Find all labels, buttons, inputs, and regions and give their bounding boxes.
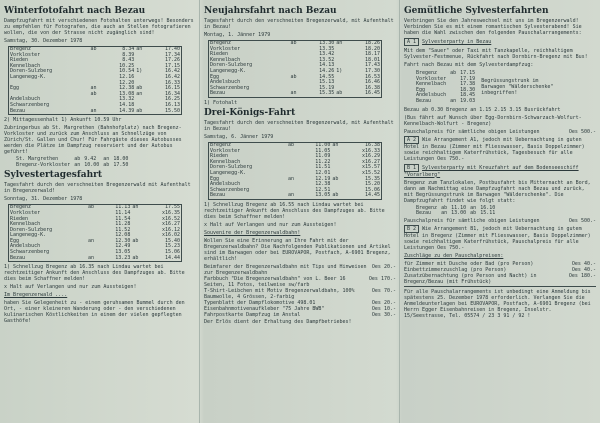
timetable-cell: Vorkloster [210, 45, 241, 52]
timetable-cell: ab [132, 237, 139, 244]
timetable-cell: 18.01 [364, 56, 380, 63]
timetable-cell: 17.43 [364, 62, 380, 69]
b2-text: Wie Arrangement B1, jedoch mit Uebernachtung in gutem Hotel in Bregenz (Zimmer mit Fliesswasser, Basis Doppelzimmer) sowie reichhaltigem Katerfrühstück, Pauschalpreis für alle Leistungen [404, 225, 591, 251]
timetable-cell: ab [88, 204, 95, 211]
timetable-cell: 12.19 [315, 175, 331, 182]
winter-intro: Dampfzugfahrt mit verschiedenen Fotohalten unterwegs! Besonders zu empfehlen für Fotografen, die auch an Stellen fotografieren wollen, die von der Strasse nicht zugänglich sind! [4, 18, 194, 36]
timetable-cell: 16.13 [164, 101, 180, 108]
timetable-cell: 12.01 [315, 169, 331, 176]
timetable-cell: x15.57 [361, 164, 380, 171]
timetable-cell: Langenegg-K. [10, 73, 47, 80]
timetable-cell: Kennelbach [210, 56, 241, 63]
timetable-cell: 16.38 [364, 84, 380, 91]
timetable-cell: an [132, 204, 139, 211]
timetable-cell: Vorkloster [416, 75, 447, 82]
timetable-cell: 11.22 [315, 158, 331, 165]
a2-price: Oes 750.- [437, 155, 465, 162]
timetable-cell: 18.45 [460, 92, 476, 99]
timetable-cell: Andelsbuch [210, 79, 241, 86]
timetable-cell: x16.35 [161, 209, 180, 216]
timetable-cell: x16.02 [161, 232, 180, 239]
timetable-cell: Egg [210, 175, 220, 182]
timetable-cell: an [470, 204, 477, 211]
winter-timetable [8, 46, 182, 115]
timetable-cell: 15.23 [164, 243, 180, 250]
timetable-cell: 18.26 [364, 40, 380, 46]
timetable-row [209, 91, 381, 97]
timetable-cell: an [90, 107, 97, 114]
price-item [204, 276, 396, 288]
timetable-cell: 12.49 [115, 243, 131, 250]
timetable-cell: Doren-Sulzberg [10, 68, 53, 75]
timetable-cell: 15.40 [164, 237, 180, 244]
b1-label: B 1 [404, 164, 419, 172]
timetable-cell: Doren-Sulzberg [10, 226, 53, 233]
timetable-cell: 15.06 [364, 186, 380, 193]
price-item-value: Oes 20.- [371, 299, 396, 306]
timetable-cell: 11.14 [115, 209, 131, 216]
sylvester-x-note: x Halt auf Verlangen und nur zum Aussteigen! [4, 284, 137, 291]
price-item-value: Oes 40.- [571, 266, 596, 273]
dreikoenig-date: Samstag, 6. Jänner 1979 [204, 133, 274, 140]
timetable-cell: 14.39 [119, 107, 135, 114]
timetable-cell: Egg [210, 73, 220, 80]
timetable-cell: 12.51 [315, 186, 331, 193]
timetable-cell: x16.27 [361, 158, 380, 165]
a1-price-label: Pauschalpreis für sämtliche obigen Leistungen [404, 128, 540, 135]
timetable-cell: 19.03 [460, 97, 476, 104]
timetable-cell: 15.06 [164, 249, 180, 256]
timetable-cell: Vorkloster [210, 147, 241, 154]
winter-note: 2) Mittagessenhalt 1) Ankunft 10.59 Uhr [4, 117, 122, 124]
timetable-cell: 16.34 [164, 90, 180, 97]
price-item-value: Oes 70.- [371, 287, 396, 294]
timetable-cell: an [136, 90, 143, 97]
timetable-cell: Langenegg-K. [10, 232, 47, 239]
timetable-cell: x16.29 [361, 153, 380, 160]
timetable-cell: Kennelbach [10, 62, 41, 69]
timetable-cell: x16.33 [361, 147, 380, 154]
dreikoenig-note: 1) Schnellzug Bregenz ab 16.55 nach Lindau wartet bei rechtzeitiger Ankunft den Anschluss des Dampfzuges ab. Bitte dies beim Schaffner melden! [204, 201, 385, 220]
timetable-cell: an [441, 210, 448, 217]
timetable-cell: 17.30 [364, 67, 380, 74]
price-item [204, 312, 396, 318]
price-item-label: Zusatzübernachtung (pro Person und Nacht) in Bregenz/Bezau (mit Frühstück) [404, 272, 537, 285]
price-item-label: für Zimmer mit Dusche oder Bad (pro Person) [404, 260, 534, 267]
timetable-cell: ab [103, 161, 110, 168]
timetable-cell: Andelsbuch [210, 181, 241, 188]
b1-price: Oes 500.- [568, 217, 596, 224]
timetable-cell: 9.42 [84, 156, 97, 163]
timetable-cell: 12.08 [115, 232, 131, 239]
timetable-cell: Bregenz [416, 204, 438, 211]
sylvester-timetable [8, 204, 182, 262]
winter-title: Winterfotofahrt nach Bezau [4, 6, 146, 16]
timetable-cell: 15.13 [319, 79, 335, 86]
timetable-cell: Rieden [10, 215, 29, 222]
price-item-label: Typenblatt der Dampflokomotive 498.01 [204, 299, 316, 306]
timetable-cell: 13.30 [319, 40, 335, 46]
price-item-value: Oes 180.- [568, 272, 596, 279]
timetable-cell: 14.18 [119, 101, 135, 108]
timetable-row [209, 193, 381, 199]
timetable-cell: Kennelbach [210, 158, 241, 165]
neujahr-date: Montag, 1. Jänner 1979 [204, 32, 271, 38]
timetable-cell: an [88, 254, 95, 261]
timetable-cell: Andelsbuch [10, 243, 41, 250]
timetable-cell: Bregenz [210, 40, 232, 46]
a1-label: A 1 [404, 38, 419, 46]
souvenir-list [204, 264, 396, 318]
wald-text: haben Sie Gelegenheit zu - einem geruhsamen Bummel durch den Ort, - einer kleineren Wanderung oder - den verschiedenen kulinarischen Köstlichkeiten in einem der vielen gepflegten Gasthöfe! [4, 300, 185, 325]
timetable-cell: 16.15 [164, 85, 180, 92]
timetable-cell: Bezau [210, 192, 226, 199]
timetable-cell: x15.52 [361, 169, 380, 176]
timetable-cell: Schwarzenberg [210, 186, 250, 193]
timetable-cell: Bregenz [416, 70, 438, 76]
b1-price-label: Pauschalpreis für sämtliche obigen Leistungen [404, 217, 540, 224]
timetable-cell: ab [470, 210, 477, 217]
timetable-cell: 16.25 [164, 96, 180, 103]
timetable-cell: 11.05 [315, 147, 331, 154]
timetable-cell: 15.50 [164, 107, 180, 114]
timetable-cell: 13.42 [319, 51, 335, 58]
price-item-label: T-Shirt-Leibchen mit Motiv Bregenzerwaldbahn, 100% Baumwolle, 4 Grössen, 2-farbig [204, 287, 355, 300]
timetable-cell: 17.26 [164, 57, 180, 64]
timetable-cell: 11.51 [315, 164, 331, 171]
timetable-cell: ab [336, 90, 343, 97]
timetable-cell: Egg [10, 237, 20, 244]
timetable-cell: Bezau [10, 107, 26, 114]
timetable-cell: 13.05 [115, 249, 131, 256]
timetable-cell: 13.35 [319, 45, 335, 52]
timetable-cell: 13.08 [119, 90, 135, 97]
timetable-cell: 15.19 [319, 84, 335, 91]
timetable-cell: 11.00 [315, 141, 331, 148]
timetable-cell: x16.12 [161, 226, 180, 233]
timetable-cell: ab [441, 204, 448, 211]
b1-heading [404, 164, 596, 178]
column-middle [204, 4, 396, 423]
b1-price-row [404, 218, 596, 224]
timetable-cell: Doren-Sulzberg [210, 164, 253, 171]
column-right [404, 4, 596, 423]
timetable-cell: 16.46 [364, 79, 380, 86]
timetable-cell: ab [90, 90, 97, 97]
timetable-cell: 10.25 [119, 62, 135, 69]
timetable-cell: 18.30 [460, 86, 476, 93]
price-item [204, 264, 396, 276]
timetable-cell: 8.39 [122, 51, 135, 58]
timetable-cell: ab [290, 73, 297, 80]
timetable-cell: 8.34 [122, 46, 135, 52]
timetable-cell: 14.45 [364, 192, 380, 199]
timetable-cell: 11.13 [115, 204, 131, 211]
timetable-cell: 17.34 [164, 51, 180, 58]
timetable-row [414, 99, 477, 105]
price-item-label: Eisenbahnmotivenaufkleber "75 Jahre BWB" [204, 305, 325, 312]
timetable-cell: Langenegg-K. [210, 169, 247, 176]
b2-label: B 2 [404, 225, 419, 233]
neujahr-timetable [208, 40, 382, 98]
price-item [204, 288, 396, 300]
timetable-cell: an [450, 97, 457, 104]
timetable-cell: an [103, 156, 110, 163]
timetable-cell: 17.50 [113, 161, 129, 168]
timetable-cell: 14.55 [319, 73, 335, 80]
fold-line [199, 0, 200, 423]
a2-text: Wie Arrangement A1, jedoch mit Uebernachtung in guten Hotel in Bezau (Zimmer mit Fliesswasser, Basis Doppelzimmer) sowie reichhaltigem Katerfrühstück, Tagesbesuch für alle Leistungen [404, 136, 585, 162]
winter-bus-table [4, 157, 196, 168]
price-item [404, 273, 596, 285]
winter-bus-text: Zubringerbus ab St. Margrethen (Bahnhofplatz) nach Bregenz-Vorkloster und zurück zum Anschluss an Schnellzüge von Zürich/St. Gallen und Chur! Für Fahrgäste dieses Autobusses werden die Plätze im Dampfzug reserviert und der Autobus geführt! [4, 125, 182, 156]
a1-table [404, 70, 477, 106]
timetable-cell: ab [288, 141, 295, 148]
timetable-cell: 11.52 [115, 226, 131, 233]
timetable-cell: Kennelbach [416, 81, 447, 88]
a1-schedule [404, 70, 596, 106]
timetable-cell: 16.42 [164, 68, 180, 75]
souvenir-closing: Der Erlös dient der Erhaltung des Dampfbetriebes! [204, 318, 352, 325]
timetable-cell: 11.10 [451, 204, 467, 211]
dreikoenig-x-note: x Halt auf Verlangen und nur zum Aussteigen! [204, 221, 337, 228]
sylvester-date: Sonntag, 31. Dezember 1978 [4, 196, 83, 203]
a1-price-row [404, 129, 596, 135]
timetable-cell: 16.42 [164, 73, 180, 80]
timetable-cell: Andelsbuch [10, 96, 41, 103]
timetable-cell: ab [90, 46, 97, 52]
timetable-cell: Rieden [10, 57, 29, 64]
timetable-cell: 14.26 [319, 67, 335, 74]
a1-title: Sylvesterparty in Bezau [422, 39, 492, 45]
timetable-cell: an [90, 85, 97, 92]
timetable-cell: an [332, 141, 339, 148]
price-item-value: Oes 30.- [371, 311, 396, 318]
timetable-cell: an [74, 161, 81, 168]
timetable-cell: 15.20 [364, 181, 380, 188]
timetable-cell: 17.40 [164, 46, 180, 52]
sylvester-intro: Tagesfahrt durch den verschneiten Bregenzerwald mit Aufenthalt in Bregenzerwald! [4, 182, 191, 195]
neujahr-title: Neujahrsfahrt nach Bezau [204, 6, 337, 16]
price-item-value: Oes 10.- [371, 305, 396, 312]
timetable-cell: 12.20 [119, 79, 135, 86]
timetable-row [9, 256, 181, 262]
timetable-cell: an [136, 46, 143, 52]
neujahr-note: 1) Fotohalt [204, 99, 238, 106]
timetable-cell: ab [332, 175, 339, 182]
timetable-cell: Schwarzenberg [10, 101, 50, 108]
timetable-cell: 15.35 [364, 175, 380, 182]
timetable-cell: ab [74, 156, 81, 163]
timetable-cell: an [88, 237, 95, 244]
timetable-cell: 18.17 [364, 51, 380, 58]
timetable-cell: an [288, 175, 295, 182]
timetable-cell: 10.00 [84, 161, 100, 168]
timetable-cell: Bezau [210, 90, 226, 97]
timetable-cell: ab [132, 254, 139, 261]
a2-label: A 2 [404, 136, 419, 144]
timetable-cell: ab [290, 40, 297, 46]
timetable-cell: 16.45 [364, 90, 380, 97]
price-item-label: Fahrpostkarte Dampfzug im Anstal [204, 311, 301, 318]
timetable-cell: ab [332, 192, 339, 199]
timetable-cell: Bezau [416, 97, 432, 104]
a2-block [404, 136, 596, 162]
sylvester-note: 1) Schnellzug Bregenz ab 16.35 nach Lindau wartet bei rechtzeitiger Ankunft den Anschluss des Dampfzuges ab. Bitte dies beim Schaffner melden! [4, 264, 185, 283]
timetable-cell: 12.38 [315, 181, 331, 188]
timetable-cell: Bregenz-Vorkloster [16, 161, 71, 168]
timetable-cell: Bregenz [10, 204, 32, 211]
timetable-cell: x16.52 [161, 215, 180, 222]
timetable-cell: Egg [10, 85, 20, 92]
timetable-cell: Vorkloster [10, 209, 41, 216]
price-item-label: Beimfarer der Bregenzerwaldbahn mit Tips und Hinweisen zur Bregenzerwaldbahn [204, 263, 367, 276]
b1-text: Bregenz zum Tanzlokalen, Postbusfahrt bis Mitternacht an Bord, dann am Nachmittag eine Dampfzugfahrt nach Bezau und zurück, mit Begrüssungstrunk im Barwagen "Wälderschenke". Die Dampfzugfahrt findet wie folgt statt: [404, 179, 591, 204]
timetable-cell: 13.05 [315, 192, 331, 199]
price-item-value: Oes 20.- [371, 263, 396, 270]
timetable-cell: 1) [136, 68, 143, 75]
timetable-cell: 14.13 [319, 62, 335, 69]
winter-date: Samstag, 30. Dezember 1978 [4, 38, 83, 44]
timetable-cell: Bregenz [210, 141, 232, 148]
timetable-row [14, 163, 130, 169]
timetable-cell: Doren-Sulzberg [210, 62, 253, 69]
timetable-cell: an [336, 40, 343, 46]
wald-heading: Im Bregenzerwald .... [4, 292, 68, 299]
timetable-row [414, 211, 497, 217]
fold-line [399, 0, 400, 423]
timetable-cell: 13.00 [451, 210, 467, 217]
timetable-cell: Langenegg-K. [210, 67, 247, 74]
price-item-label: Einbettzimmerzuschlag (pro Person) [404, 266, 507, 273]
timetable-cell: an [288, 192, 295, 199]
sylvester-title: Sylvestertagesfahrt [4, 170, 103, 181]
timetable-cell: Bregenz [10, 46, 32, 52]
a1-text: Mit dem "Sauer" oder Taxi mit Tanzkapelle, reichhaltigem Sylvester-Festmenue, Rückfahrt nach Dornbirn-Bregenz mit Bus! [404, 48, 588, 60]
extras-list [404, 261, 596, 285]
timetable-cell: x16.27 [161, 221, 180, 228]
timetable-cell: 11.28 [115, 221, 131, 228]
dreikoenig-timetable [208, 142, 382, 200]
a1-sub: Fahrt nach Bezau mit dem Sylvesterdampfzug: [404, 62, 534, 68]
gem-title: Gemütliche Sylvesterfahrten [404, 6, 549, 16]
timetable-cell: Rieden [210, 153, 229, 160]
timetable-cell: 16.10 [480, 204, 496, 211]
timetable-cell: Egg [416, 86, 426, 93]
price-item-value: Oes 170.- [368, 275, 396, 282]
timetable-cell: 15.35 [319, 90, 335, 97]
timetable-cell: 18.20 [364, 45, 380, 52]
b2-block [404, 225, 596, 251]
booking-footer: Für alle Pauschalarrangements ist unbedingt eine Anmeldung bis spätestens 25. Dezember 1978 erforderlich. Verlangen Sie die Anmeldeunterlagen bei EUROVAPOR, Postfach, A-6901 Bregenz (bei Herrn Egger Eisenbahnreisen in Bregenz, Inselstr. 15/Seestrasse, Tel. 05574 / 23 3 91 / 92 ! [404, 286, 596, 319]
timetable-cell: 12.38 [119, 85, 135, 92]
timetable-cell: Schwarzenberg [10, 249, 50, 256]
timetable-cell: 17.55 [164, 204, 180, 211]
b2-price: Oes 750.- [437, 244, 465, 251]
timetable-cell: Schwarzenberg [210, 84, 250, 91]
timetable-cell: ab [450, 70, 457, 76]
timetable-cell: Bezau [10, 254, 26, 261]
gem-intro: Verbringen Sie den Jahreswechsel mit uns im Bregenzerwald! Verbinden Sie es mit einem romantischen Sylvesterabend! Sie haben die Wahl zwischen den folgenden Pauschalarrangements: [404, 18, 582, 36]
timetable-cell: St. Margrethen [16, 156, 59, 163]
timetable-cell: 17.15 [460, 70, 476, 76]
a1-heading [404, 38, 596, 46]
b1-table [404, 206, 596, 217]
timetable-cell: 17.15 [164, 62, 180, 69]
dreikoenig-intro: Tagesfahrt durch den verschneiten Bregenzerwald, mit Aufenthalt in Bezau! [204, 119, 394, 132]
price-item-value: Oes 40.- [571, 260, 596, 267]
souvenir-text: Wollen Sie eine Erinnerung an Ihre Fahrt mit der Bregenzerwaldbahn? Die Nachfolgenden Publikationen und Artikel sind im Barwagen oder bei EUROVAPOR, Postfach, A-6901 Bregenz, erhältlich! [204, 237, 391, 262]
timetable-cell: 8.43 [122, 57, 135, 64]
timetable-cell: Rieden [210, 51, 229, 58]
timetable-cell: 13.52 [319, 56, 335, 63]
timetable-cell: 17.19 [460, 75, 476, 82]
timetable-row [9, 109, 181, 115]
timetable-cell: 12.30 [115, 237, 131, 244]
timetable-cell: 14.44 [164, 254, 180, 261]
timetable-cell: 11.54 [115, 215, 131, 222]
timetable-cell: 1) [336, 67, 343, 74]
timetable-cell: 17.38 [460, 81, 476, 88]
timetable-cell: ab [136, 85, 143, 92]
timetable-cell: an [290, 90, 297, 97]
price-item-label: Farbbuch "Die Bregenzerwaldbahn" von L. Beer 16 Seiten, 11 Fotos, teilweise sw/farb [204, 275, 346, 288]
timetable-cell: 18.00 [113, 156, 129, 163]
timetable-cell: 11.09 [315, 153, 331, 160]
timetable-cell: Vorkloster [10, 51, 41, 58]
a1-bus-note: (Bus fährt auf Wunsch über Egg-Dornbirn-Schwarzach-Wolfurt-Kennelbach-Wolfurt - Bregenz) [404, 114, 582, 127]
timetable-cell: 13.23 [115, 254, 131, 261]
b1-title: Sylvesterparty mit Kreuzfahrt auf dem Bodenseeschiff "Vorarlberg" [404, 164, 579, 178]
dreikoenig-title: Drei-Königs-Fahrt [204, 107, 296, 118]
neujahr-intro: Tagesfahrt durch den verschneiten Bregenzerwald, mit Aufenthalt in Bezau! [204, 18, 394, 30]
timetable-cell: 16.53 [364, 73, 380, 80]
a1-price: Oes 500.- [568, 128, 596, 135]
a1-bus: Bezau ab 0.30 Bregenz an 1.15 2.15 3.15 Busrückfahrt [404, 106, 561, 113]
timetable-cell: 13.32 [119, 96, 135, 103]
timetable-cell: Kennelbach [10, 221, 41, 228]
extras-heading: Zuschläge zu den Pauschalpreisen: [404, 252, 504, 259]
timetable-cell: Bezau [416, 210, 432, 217]
souvenir-heading: Souvenire der Bregenzerwaldbahn! [204, 229, 301, 236]
timetable-cell: 10.54 [119, 68, 135, 75]
timetable-cell: Andelsbuch [416, 92, 447, 99]
column-left [4, 4, 196, 423]
a1-brace-note: Begrüssungstrunk im Barwagen "Wälderschenke" inbegriffen! [481, 78, 554, 96]
timetable-cell: ab [136, 107, 143, 114]
timetable-cell: 15.11 [480, 210, 496, 217]
timetable-cell: 12.16 [119, 73, 135, 80]
timetable-cell: 16.33 [164, 79, 180, 86]
timetable-cell: 16.38 [364, 141, 380, 148]
